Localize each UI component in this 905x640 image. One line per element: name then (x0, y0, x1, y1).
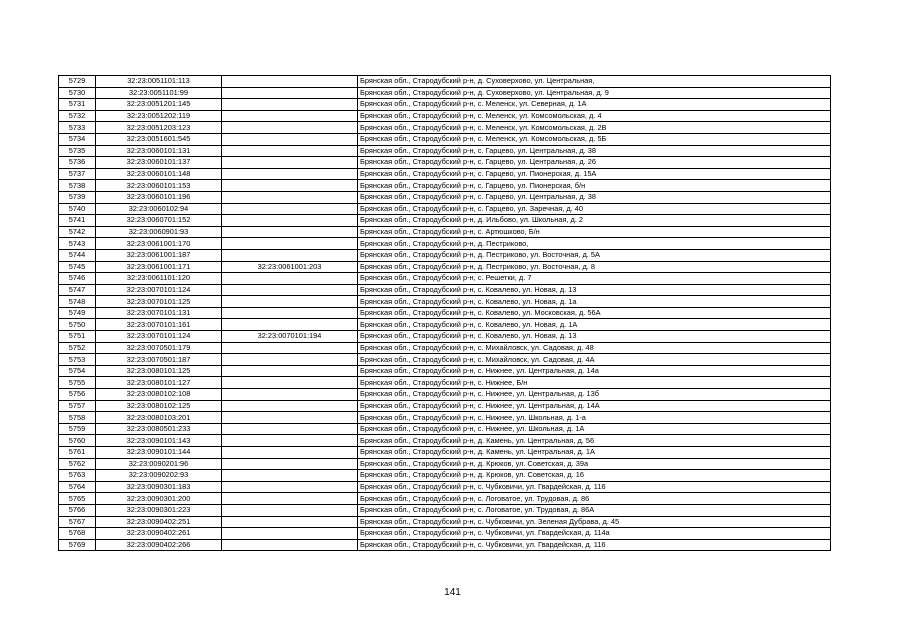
row-number-cell: 5729 (59, 76, 96, 88)
row-number-cell: 5752 (59, 342, 96, 354)
related-cadastral-number-cell (222, 180, 358, 192)
cadastral-number-cell: 32:23:0090301:200 (96, 493, 222, 505)
cadastral-number-cell: 32:23:0090101:144 (96, 447, 222, 459)
related-cadastral-number-cell (222, 516, 358, 528)
cadastral-number-cell: 32:23:0060701:152 (96, 215, 222, 227)
row-number-cell: 5730 (59, 87, 96, 99)
row-number-cell: 5747 (59, 284, 96, 296)
row-number-cell: 5754 (59, 365, 96, 377)
cadastral-number-cell: 32:23:0070101:124 (96, 284, 222, 296)
table-row (59, 157, 831, 169)
row-number-cell: 5748 (59, 296, 96, 308)
cadastral-number-cell: 32:23:0090201:96 (96, 458, 222, 470)
address-cell: Брянская обл., Стародубский р-н, д. Ильбово, ул. Школьная, д. 2 (358, 215, 831, 227)
cadastral-number-cell: 32:23:0090402:266 (96, 539, 222, 551)
row-number-cell: 5764 (59, 481, 96, 493)
related-cadastral-number-cell (222, 168, 358, 180)
related-cadastral-number-cell (222, 133, 358, 145)
related-cadastral-number-cell (222, 400, 358, 412)
cadastral-number-cell: 32:23:0060101:148 (96, 168, 222, 180)
row-number-cell: 5737 (59, 168, 96, 180)
cadastral-number-cell: 32:23:0070101:124 (96, 331, 222, 343)
row-number-cell: 5763 (59, 470, 96, 482)
cadastral-number-cell: 32:23:0090101:143 (96, 435, 222, 447)
cadastral-number-cell: 32:23:0070501:179 (96, 342, 222, 354)
related-cadastral-number-cell (222, 122, 358, 134)
cadastral-number-cell: 32:23:0051601:545 (96, 133, 222, 145)
row-number-cell: 5740 (59, 203, 96, 215)
row-number-cell: 5742 (59, 226, 96, 238)
related-cadastral-number-cell (222, 110, 358, 122)
related-cadastral-number-cell (222, 249, 358, 261)
address-cell: Брянская обл., Стародубский р-н, д. Крюков, ул. Советская, д. 16 (358, 470, 831, 482)
address-cell: Брянская обл., Стародубский р-н, д. Пестриково, ул. Восточная, д. 5А (358, 249, 831, 261)
cadastral-number-cell: 32:23:0080102:125 (96, 400, 222, 412)
cadastral-number-cell: 32:23:0090202:93 (96, 470, 222, 482)
row-number-cell: 5732 (59, 110, 96, 122)
related-cadastral-number-cell (222, 447, 358, 459)
related-cadastral-number-cell (222, 215, 358, 227)
table-row (59, 87, 831, 99)
table-row (59, 296, 831, 308)
related-cadastral-number-cell (222, 191, 358, 203)
related-cadastral-number-cell (222, 203, 358, 215)
table-row (59, 238, 831, 250)
cadastral-number-cell: 32:23:0090402:251 (96, 516, 222, 528)
related-cadastral-number-cell (222, 296, 358, 308)
address-cell: Брянская обл., Стародубский р-н, с. Артюшково, Б/н (358, 226, 831, 238)
registry-table (58, 75, 831, 551)
table-row (59, 423, 831, 435)
cadastral-number-cell: 32:23:0090301:223 (96, 504, 222, 516)
cadastral-number-cell: 32:23:0060901:93 (96, 226, 222, 238)
address-cell: Брянская обл., Стародубский р-н, д. Суховерхово, ул. Центральная, (358, 76, 831, 88)
table-row (59, 203, 831, 215)
table-row (59, 365, 831, 377)
row-number-cell: 5749 (59, 307, 96, 319)
address-cell: Брянская обл., Стародубский р-н, с. Михайловск, ул. Садовая, д. 48 (358, 342, 831, 354)
related-cadastral-number-cell (222, 76, 358, 88)
related-cadastral-number-cell (222, 458, 358, 470)
cadastral-number-cell: 32:23:0090402:261 (96, 528, 222, 540)
cadastral-number-cell: 32:23:0051101:99 (96, 87, 222, 99)
address-cell: Брянская обл., Стародубский р-н, с. Нижнее, ул. Школьная, д. 1-а (358, 412, 831, 424)
address-cell: Брянская обл., Стародубский р-н, с. Нижнее, ул. Школьная, д. 1А (358, 423, 831, 435)
table-row (59, 447, 831, 459)
address-cell: Брянская обл., Стародубский р-н, с. Нижнее, Б/н (358, 377, 831, 389)
row-number-cell: 5758 (59, 412, 96, 424)
table-row (59, 481, 831, 493)
address-cell: Брянская обл., Стародубский р-н, с. Чубковичи, ул. Гвардейская, д. 116 (358, 539, 831, 551)
row-number-cell: 5746 (59, 273, 96, 285)
address-cell: Брянская обл., Стародубский р-н, с. Гарцево, ул. Пионерская, д. 15А (358, 168, 831, 180)
cadastral-number-cell: 32:23:0051202:119 (96, 110, 222, 122)
related-cadastral-number-cell (222, 504, 358, 516)
row-number-cell: 5768 (59, 528, 96, 540)
table-row (59, 249, 831, 261)
table-row (59, 389, 831, 401)
row-number-cell: 5750 (59, 319, 96, 331)
related-cadastral-number-cell (222, 284, 358, 296)
row-number-cell: 5733 (59, 122, 96, 134)
related-cadastral-number-cell (222, 226, 358, 238)
row-number-cell: 5756 (59, 389, 96, 401)
cadastral-number-cell: 32:23:0090301:183 (96, 481, 222, 493)
cadastral-number-cell: 32:23:0060102:94 (96, 203, 222, 215)
address-cell: Брянская обл., Стародубский р-н, с. Михайловск, ул. Садовая, д. 4А (358, 354, 831, 366)
table-row (59, 319, 831, 331)
address-cell: Брянская обл., Стародубский р-н, д. Крюков, ул. Советская, д. 39а (358, 458, 831, 470)
table-row (59, 342, 831, 354)
address-cell: Брянская обл., Стародубский р-н, д. Камень, ул. Центральная, д. 1А (358, 447, 831, 459)
cadastral-number-cell: 32:23:0061101:120 (96, 273, 222, 285)
table-row (59, 307, 831, 319)
table-row (59, 273, 831, 285)
cadastral-number-cell: 32:23:0061001:187 (96, 249, 222, 261)
cadastral-number-cell: 32:23:0061001:171 (96, 261, 222, 273)
related-cadastral-number-cell (222, 423, 358, 435)
table-row (59, 110, 831, 122)
row-number-cell: 5761 (59, 447, 96, 459)
row-number-cell: 5755 (59, 377, 96, 389)
related-cadastral-number-cell (222, 273, 358, 285)
related-cadastral-number-cell (222, 493, 358, 505)
cadastral-number-cell: 32:23:0060101:137 (96, 157, 222, 169)
row-number-cell: 5738 (59, 180, 96, 192)
table-row (59, 145, 831, 157)
table-row (59, 400, 831, 412)
address-cell: Брянская обл., Стародубский р-н, с. Меленск, ул. Комсомольская, д. 5Б (358, 133, 831, 145)
related-cadastral-number-cell (222, 377, 358, 389)
cadastral-number-cell: 32:23:0070101:131 (96, 307, 222, 319)
table-row (59, 226, 831, 238)
table-row (59, 180, 831, 192)
address-cell: Брянская обл., Стародубский р-н, с. Гарцево, ул. Центральная, д. 26 (358, 157, 831, 169)
table-row (59, 493, 831, 505)
address-cell: Брянская обл., Стародубский р-н, с. Гарцево, ул. Центральная, д. 38 (358, 191, 831, 203)
cadastral-number-cell: 32:23:0080102:108 (96, 389, 222, 401)
table-row (59, 168, 831, 180)
address-cell: Брянская обл., Стародубский р-н, с. Ковалево, ул. Московская, д. 56А (358, 307, 831, 319)
table-row (59, 377, 831, 389)
address-cell: Брянская обл., Стародубский р-н, с. Меленск, ул. Комсомольская, д. 2В (358, 122, 831, 134)
address-cell: Брянская обл., Стародубский р-н, с. Гарцево, ул. Заречная, д. 40 (358, 203, 831, 215)
address-cell: Брянская обл., Стародубский р-н, с. Нижнее, ул. Центральная, д. 14а (358, 365, 831, 377)
address-cell: Брянская обл., Стародубский р-н, с. Чубковичи, ул. Зеленая Дубрава, д. 45 (358, 516, 831, 528)
cadastral-number-cell: 32:23:0080501:233 (96, 423, 222, 435)
related-cadastral-number-cell (222, 307, 358, 319)
cadastral-number-cell: 32:23:0070101:161 (96, 319, 222, 331)
related-cadastral-number-cell (222, 319, 358, 331)
table-row (59, 435, 831, 447)
table-row (59, 76, 831, 88)
table-row (59, 331, 831, 343)
related-cadastral-number-cell (222, 354, 358, 366)
address-cell: Брянская обл., Стародубский р-н, с. Решетки, д. 7 (358, 273, 831, 285)
address-cell: Брянская обл., Стародубский р-н, с. Гарцево, ул. Центральная, д. 38 (358, 145, 831, 157)
address-cell: Брянская обл., Стародубский р-н, с. Чубковичи, ул. Гвардейская, д. 116 (358, 481, 831, 493)
address-cell: Брянская обл., Стародубский р-н, с. Логоватое, ул. Трудовая, д. 86А (358, 504, 831, 516)
row-number-cell: 5762 (59, 458, 96, 470)
address-cell: Брянская обл., Стародубский р-н, с. Гарцево, ул. Пионерская, б/н (358, 180, 831, 192)
address-cell: Брянская обл., Стародубский р-н, с. Ковалево, ул. Новая, д. 1А (358, 319, 831, 331)
registry-table-body (59, 76, 831, 551)
row-number-cell: 5736 (59, 157, 96, 169)
cadastral-number-cell: 32:23:0051101:113 (96, 76, 222, 88)
row-number-cell: 5766 (59, 504, 96, 516)
address-cell: Брянская обл., Стародубский р-н, с. Ковалево, ул. Новая, д. 1а (358, 296, 831, 308)
related-cadastral-number-cell (222, 145, 358, 157)
table-row (59, 215, 831, 227)
row-number-cell: 5739 (59, 191, 96, 203)
row-number-cell: 5731 (59, 99, 96, 111)
cadastral-number-cell: 32:23:0080101:127 (96, 377, 222, 389)
row-number-cell: 5751 (59, 331, 96, 343)
row-number-cell: 5741 (59, 215, 96, 227)
table-row (59, 284, 831, 296)
address-cell: Брянская обл., Стародубский р-н, с. Ковалево, ул. Новая, д. 13 (358, 331, 831, 343)
row-number-cell: 5759 (59, 423, 96, 435)
address-cell: Брянская обл., Стародубский р-н, д. Суховерхово, ул. Центральная, д. 9 (358, 87, 831, 99)
cadastral-number-cell: 32:23:0070501:187 (96, 354, 222, 366)
related-cadastral-number-cell (222, 99, 358, 111)
address-cell: Брянская обл., Стародубский р-н, с. Ковалево, ул. Новая, д. 13 (358, 284, 831, 296)
cadastral-number-cell: 32:23:0060101:153 (96, 180, 222, 192)
related-cadastral-number-cell (222, 470, 358, 482)
related-cadastral-number-cell (222, 87, 358, 99)
table-row (59, 354, 831, 366)
cadastral-number-cell: 32:23:0061001:170 (96, 238, 222, 250)
address-cell: Брянская обл., Стародубский р-н, с. Меленск, ул. Северная, д. 1А (358, 99, 831, 111)
cadastral-number-cell: 32:23:0051201:145 (96, 99, 222, 111)
table-row (59, 539, 831, 551)
row-number-cell: 5745 (59, 261, 96, 273)
related-cadastral-number-cell (222, 481, 358, 493)
cadastral-number-cell: 32:23:0070101:125 (96, 296, 222, 308)
related-cadastral-number-cell (222, 389, 358, 401)
address-cell: Брянская обл., Стародубский р-н, с. Нижнее, ул. Центральная, д. 14А (358, 400, 831, 412)
related-cadastral-number-cell (222, 157, 358, 169)
table-row (59, 99, 831, 111)
related-cadastral-number-cell (222, 238, 358, 250)
related-cadastral-number-cell (222, 435, 358, 447)
table-row (59, 470, 831, 482)
related-cadastral-number-cell: 32:23:0070101:194 (222, 331, 358, 343)
table-row (59, 133, 831, 145)
cadastral-number-cell: 32:23:0051203:123 (96, 122, 222, 134)
cadastral-number-cell: 32:23:0060101:131 (96, 145, 222, 157)
table-row (59, 458, 831, 470)
address-cell: Брянская обл., Стародубский р-н, с. Меленск, ул. Комсомольская, д. 4 (358, 110, 831, 122)
row-number-cell: 5744 (59, 249, 96, 261)
address-cell: Брянская обл., Стародубский р-н, д. Пестриково, (358, 238, 831, 250)
table-row (59, 528, 831, 540)
row-number-cell: 5753 (59, 354, 96, 366)
table-row (59, 516, 831, 528)
table-row (59, 191, 831, 203)
row-number-cell: 5735 (59, 145, 96, 157)
address-cell: Брянская обл., Стародубский р-н, с. Чубковичи, ул. Гвардейская, д. 114а (358, 528, 831, 540)
table-row (59, 261, 831, 273)
related-cadastral-number-cell (222, 539, 358, 551)
row-number-cell: 5734 (59, 133, 96, 145)
related-cadastral-number-cell (222, 365, 358, 377)
related-cadastral-number-cell (222, 342, 358, 354)
address-cell: Брянская обл., Стародубский р-н, с. Нижнее, ул. Центральная, д. 13б (358, 389, 831, 401)
row-number-cell: 5760 (59, 435, 96, 447)
row-number-cell: 5769 (59, 539, 96, 551)
row-number-cell: 5743 (59, 238, 96, 250)
row-number-cell: 5757 (59, 400, 96, 412)
row-number-cell: 5765 (59, 493, 96, 505)
table-row (59, 504, 831, 516)
table-row (59, 122, 831, 134)
cadastral-number-cell: 32:23:0080101:125 (96, 365, 222, 377)
page-number: 141 (444, 587, 461, 598)
address-cell: Брянская обл., Стародубский р-н, с. Логоватое, ул. Трудовая, д. 86 (358, 493, 831, 505)
related-cadastral-number-cell (222, 528, 358, 540)
address-cell: Брянская обл., Стародубский р-н, д. Камень, ул. Центральная, д. 56 (358, 435, 831, 447)
address-cell: Брянская обл., Стародубский р-н, д. Пестриково, ул. Восточная, д. 8 (358, 261, 831, 273)
cadastral-number-cell: 32:23:0060101:196 (96, 191, 222, 203)
row-number-cell: 5767 (59, 516, 96, 528)
table-row (59, 412, 831, 424)
related-cadastral-number-cell (222, 412, 358, 424)
related-cadastral-number-cell: 32:23:0061001:203 (222, 261, 358, 273)
cadastral-number-cell: 32:23:0080103:201 (96, 412, 222, 424)
